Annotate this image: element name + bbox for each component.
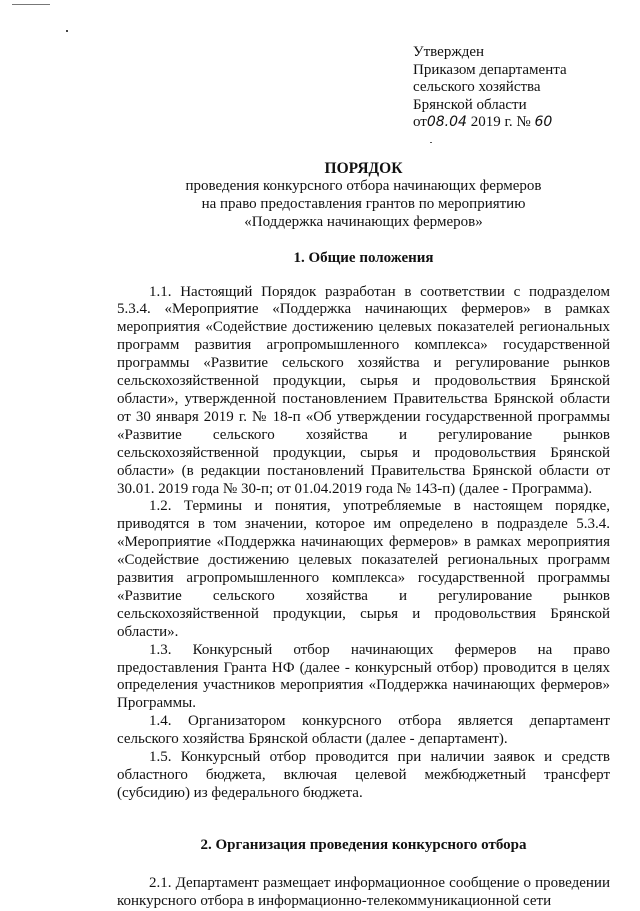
paragraph: 2.1. Департамент размещает информационное сообщение о проведении конкурсного отбора в информационно-телекоммуникационной сети [117,874,610,909]
approval-block [413,44,633,132]
scan-artifact-dot [66,30,68,32]
paragraph: 1.5. Конкурсный отбор проводится при наличии заявок и средств областного бюджета, включая целевой межбюджетный трансферт (субсидию) из федерального бюджета. [117,749,610,801]
subtitle-line: проведения конкурсного отбора начинающих фермеров [185,177,542,194]
section-heading: 2. Организация проведения конкурсного отбора [200,836,527,853]
approval-line: Брянской области [413,96,527,113]
paragraph: 1.3. Конкурсный отбор начинающих фермеров на право предоставления Гранта НФ (далее - конкурсный отбор) проводится в целях определения участников мероприятия «Поддержка начинающих фермеров» Программы. [117,641,610,712]
date-year: 2019 г. [470,114,513,131]
subtitle-line: «Поддержка начинающих фермеров» [244,213,483,230]
number-sign: № [516,114,531,131]
approval-line: Утвержден [413,44,485,60]
handwritten-number: 60 [534,114,553,131]
document-subtitle [117,178,610,232]
section-heading: 1. Общие положения [293,249,434,266]
document-title: ПОРЯДОК [324,160,403,177]
scan-artifact-line [12,4,50,5]
approval-line: сельского хозяйства [413,79,541,96]
paragraph: 1.4. Организатором конкурсного отбора является департамент сельского хозяйства Брянской области (далее - департамент). [117,713,610,748]
document-body [117,160,610,911]
approval-date-line [413,114,633,132]
date-prefix: от [413,114,427,131]
paragraph: 1.1. Настоящий Порядок разработан в соответствии с подразделом 5.3.4. «Мероприятие «Поддержка начинающих фермеров» в рамках мероприятия «Содействие достижению целевых показателей региональных программ развития агропромышленного комплекса» государственной программы «Развитие сельского хозяйства и регулирование рынков сельскохозяйственной продукции, сырья и продовольствия Брянской области», утвержденной постановлением Правительства Брянской области от 30 января 2019 г. № 18-п «Об утверждении государственной программы «Развитие сельского хозяйства и регулирование рынков сельскохозяйственной продукции, сырья и продовольствия Брянской области» (в редакции постановлений Правительства Брянской области от 30.01. 2019 года № 30-п; от 01.04.2019 года № 143-п) (далее - Программа). [117,283,610,497]
approval-line: Приказом департамента [413,61,567,78]
handwritten-date: 08.04 [426,114,467,131]
paragraph: 1.2. Термины и понятия, употребляемые в настоящем порядке, приводятся в том значении, которое им определено в подразделе 5.3.4. «Мероприятие «Поддержка начинающих фермеров» в рамках мероприятия «Содействие достижению целевых показателей региональных программ развития агропромышленного комплекса» государственной программы «Развитие сельского хозяйства и регулирование рынков сельскохозяйственной продукции, сырья и продовольствия Брянской области». [117,498,610,640]
scan-artifact-dot [430,142,432,143]
subtitle-line: на право предоставления грантов по мероприятию [201,195,526,212]
